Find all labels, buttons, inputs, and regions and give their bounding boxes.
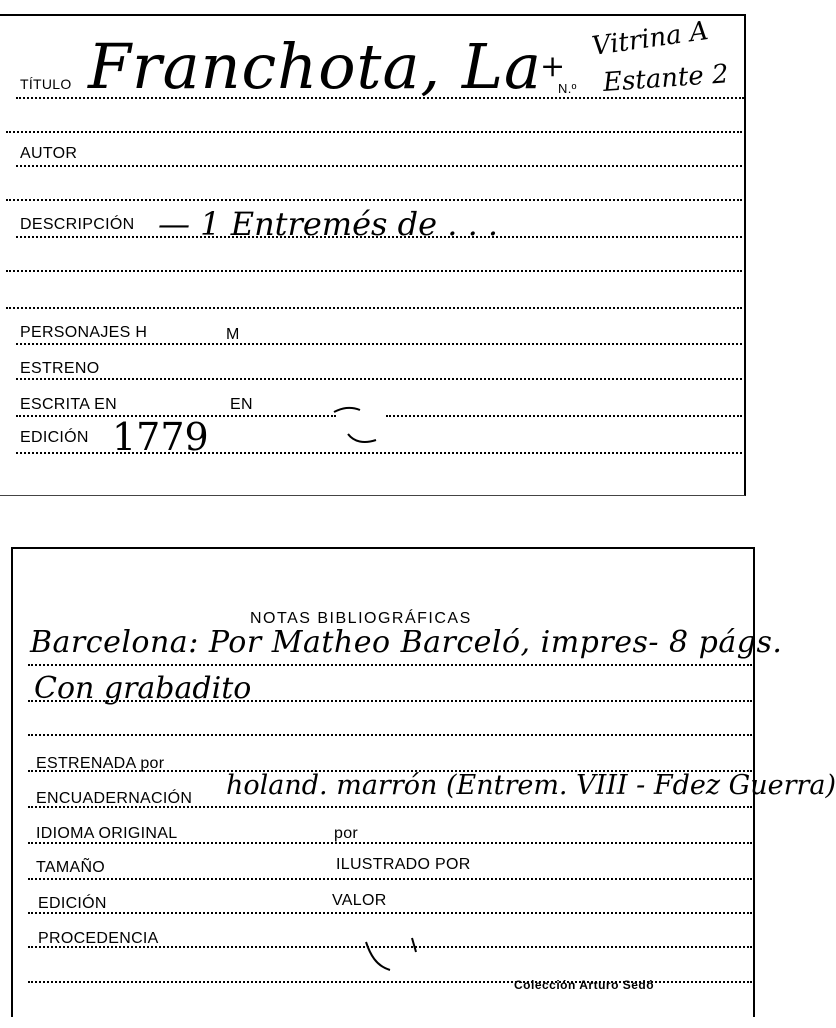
label-escrita-en: ESCRITA EN — [20, 396, 117, 413]
handwritten-notas-line2: Con grabadito — [34, 671, 252, 706]
notas-heading: NOTAS BIBLIOGRÁFICAS — [250, 610, 472, 627]
dotted-rule — [28, 842, 752, 844]
dotted-rule — [16, 343, 742, 345]
handwritten-edicion-year: 1779 — [112, 415, 209, 459]
cross-mark: + — [540, 49, 566, 84]
dotted-rule — [6, 307, 742, 309]
dotted-rule — [386, 415, 742, 417]
dotted-rule — [16, 378, 742, 380]
dotted-rule — [28, 878, 752, 880]
handwritten-descripcion: — 1 Entremés de . . . — [158, 205, 499, 243]
label-tamano: TAMAÑO — [36, 859, 106, 876]
label-en: EN — [230, 396, 253, 413]
handwritten-encuadernacion: holand. marrón (Entrem. VIII - Fdez Guerra) — [226, 770, 836, 801]
label-descripcion: DESCRIPCIÓN — [20, 216, 135, 233]
handwritten-vitrina: Vitrina A — [590, 15, 711, 62]
label-valor: VALOR — [332, 892, 387, 909]
label-personajes: PERSONAJES H — [20, 324, 148, 341]
label-idioma-original: IDIOMA ORIGINAL — [36, 825, 178, 842]
label-autor: AUTOR — [20, 145, 78, 162]
dotted-rule — [16, 165, 742, 167]
dotted-rule — [28, 734, 752, 736]
handwritten-estante: Estante 2 — [602, 59, 730, 98]
label-encuadernacion: ENCUADERNACIÓN — [36, 790, 193, 807]
dotted-rule — [28, 664, 752, 666]
handwritten-title: Franchota, La — [88, 30, 542, 103]
label-m: M — [226, 326, 240, 343]
label-edicion-bottom: EDICIÓN — [38, 895, 107, 912]
label-edicion: EDICIÓN — [20, 429, 89, 446]
label-por: por — [334, 825, 359, 842]
ink-smudge — [360, 932, 430, 976]
label-estreno: ESTRENO — [20, 360, 100, 377]
dotted-rule — [6, 270, 742, 272]
label-ilustrado-por: ILUSTRADO POR — [336, 856, 471, 873]
dotted-rule — [6, 131, 742, 133]
label-numero: N.º — [558, 81, 577, 96]
label-procedencia: PROCEDENCIA — [38, 930, 159, 947]
label-titulo: TÍTULO — [20, 76, 72, 92]
label-estrenada: ESTRENADA por — [36, 755, 165, 772]
dotted-rule — [6, 199, 742, 201]
dotted-rule — [28, 912, 752, 914]
ink-smudge — [330, 404, 390, 448]
collection-footer: Colección Arturo Sedó — [514, 978, 655, 992]
handwritten-notas-line1: Barcelona: Por Matheo Barceló, impres- 8 págs. — [30, 625, 783, 660]
